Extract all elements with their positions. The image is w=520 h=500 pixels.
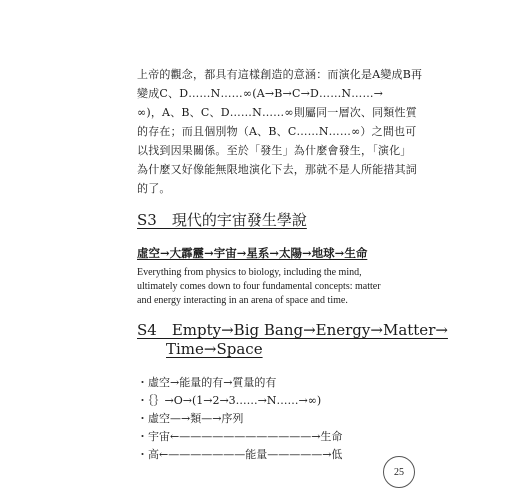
paragraph-line: 為什麼又好像能無限地演化下去，那就不是人所能措其詞 (137, 163, 417, 176)
paragraph-line: 的存在；而且個別物（A、B、C……N……∞）之間也可 (137, 125, 417, 138)
bullet-item: ・虛空→能量的有→質量的有 (137, 376, 277, 389)
paragraph-line: ∞)，A、B、C、D……N……∞則屬同一層次、同類性質 (137, 106, 417, 119)
paragraph-line: 的了。 (137, 182, 171, 195)
page-number (383, 456, 415, 488)
bullet-item: ・高←———————能量—————→低 (137, 448, 343, 461)
paragraph-line: 上帝的觀念，都具有這樣創造的意涵：而演化是A變成B再 (137, 68, 423, 81)
english-quote-line: and energy interacting in an arena of space and time. (137, 295, 348, 306)
paragraph-line: 以找到因果關係。至於「發生」為什麼會發生，「演化」 (137, 144, 412, 157)
page-number-label: 25 (394, 466, 404, 478)
section-heading-s4: S4 Empty→Big Bang→Energy→Matter→ (137, 321, 448, 339)
section-subheading: 虛空→大霹靂→宇宙→星系→太陽→地球→生命 (137, 246, 368, 260)
bullet-item: ・宇宙←————————————→生命 (137, 430, 343, 443)
section-heading-s3: S3 現代的宇宙發生學說 (137, 211, 307, 229)
section-heading-s4-continued: Time→Space (166, 340, 263, 358)
english-quote-line: ultimately comes down to four fundamental concepts: matter (137, 281, 381, 292)
bullet-item: ・虛空—→類—→序列 (137, 412, 244, 425)
bullet-item: ・｛｝→O→(1→2→3……→N……→∞) (137, 394, 322, 407)
paragraph-line: 變成C、D……N……∞(A→B→C→D……N……→ (137, 87, 384, 100)
english-quote-line: Everything from physics to biology, including the mind, (137, 267, 362, 278)
